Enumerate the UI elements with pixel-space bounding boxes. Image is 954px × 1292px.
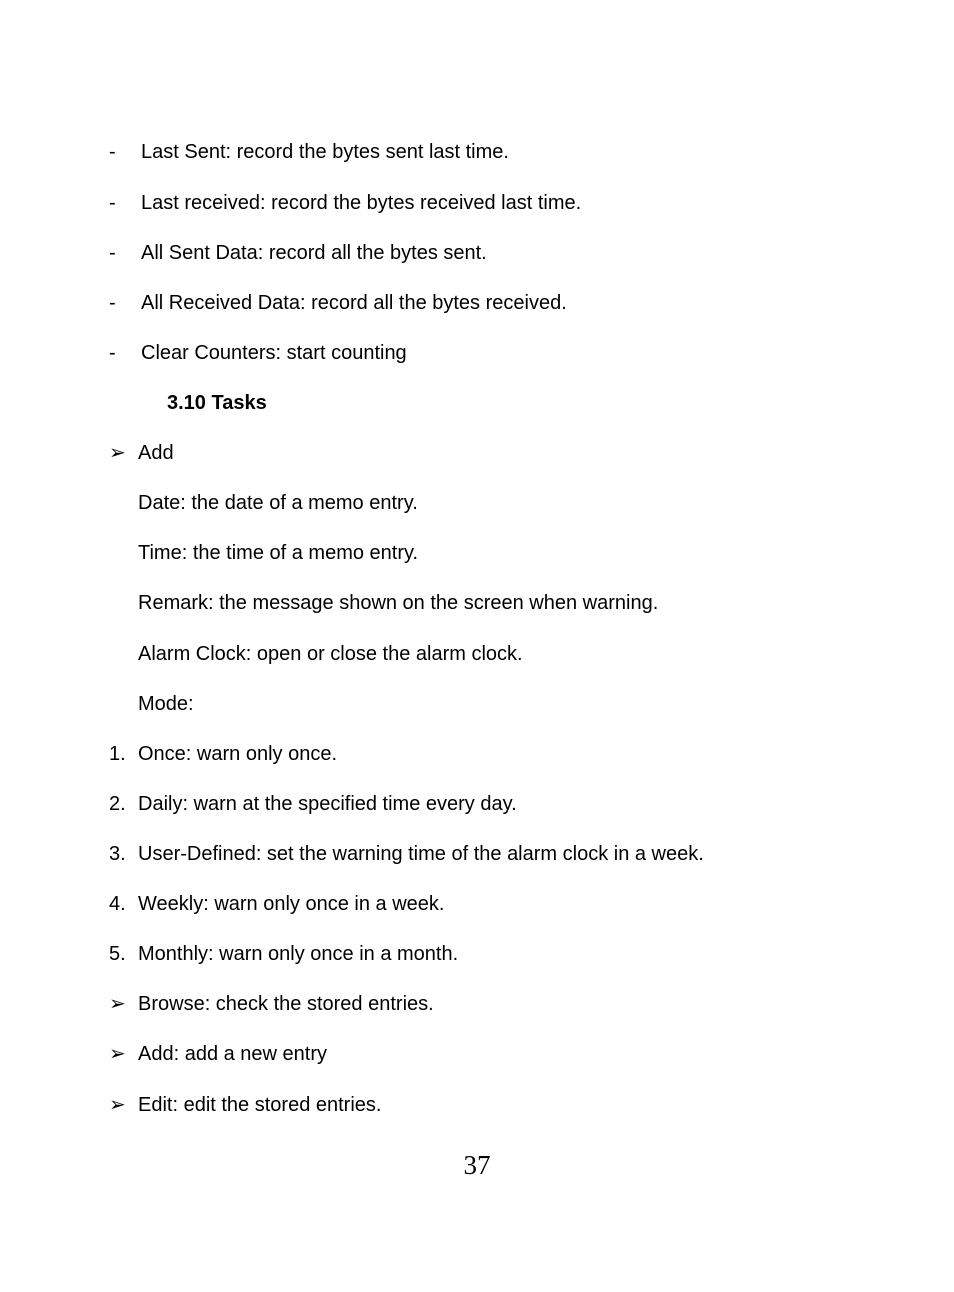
dash-bullet: - bbox=[109, 342, 116, 364]
section-heading: 3.10 Tasks bbox=[167, 392, 267, 414]
list-item: Monthly: warn only once in a month. bbox=[138, 943, 459, 965]
detail-line: Remark: the message shown on the screen when warning. bbox=[138, 592, 659, 614]
list-item: Clear Counters: start counting bbox=[141, 342, 407, 364]
list-item: Last Sent: record the bytes sent last time. bbox=[141, 141, 509, 163]
detail-line: Time: the time of a memo entry. bbox=[138, 542, 419, 564]
arrow-bullet-icon: ➢ bbox=[109, 993, 126, 1015]
dash-bullet: - bbox=[109, 242, 116, 264]
list-number: 1. bbox=[109, 743, 126, 765]
list-item-add: Add bbox=[138, 442, 174, 464]
detail-line: Date: the date of a memo entry. bbox=[138, 492, 418, 514]
list-number: 2. bbox=[109, 793, 126, 815]
list-item: Daily: warn at the specified time every day. bbox=[138, 793, 517, 815]
list-number: 5. bbox=[109, 943, 126, 965]
arrow-bullet-icon: ➢ bbox=[109, 1043, 126, 1065]
dash-bullet: - bbox=[109, 192, 116, 214]
list-item: Last received: record the bytes received last time. bbox=[141, 192, 582, 214]
list-item: Weekly: warn only once in a week. bbox=[138, 893, 445, 915]
list-number: 4. bbox=[109, 893, 126, 915]
dash-bullet: - bbox=[109, 141, 116, 163]
list-item: Browse: check the stored entries. bbox=[138, 993, 434, 1015]
list-item: User-Defined: set the warning time of the alarm clock in a week. bbox=[138, 843, 704, 865]
list-item: Once: warn only once. bbox=[138, 743, 337, 765]
list-item: Add: add a new entry bbox=[138, 1043, 328, 1065]
list-number: 3. bbox=[109, 843, 126, 865]
detail-line: Alarm Clock: open or close the alarm clock. bbox=[138, 643, 523, 665]
list-item: All Received Data: record all the bytes received. bbox=[141, 292, 567, 314]
page-number: 37 bbox=[463, 1150, 491, 1180]
list-item: All Sent Data: record all the bytes sent. bbox=[141, 242, 487, 264]
detail-line-mode: Mode: bbox=[138, 693, 194, 715]
arrow-bullet-icon: ➢ bbox=[109, 442, 126, 464]
list-item: Edit: edit the stored entries. bbox=[138, 1094, 382, 1116]
dash-bullet: - bbox=[109, 292, 116, 314]
arrow-bullet-icon: ➢ bbox=[109, 1094, 126, 1116]
